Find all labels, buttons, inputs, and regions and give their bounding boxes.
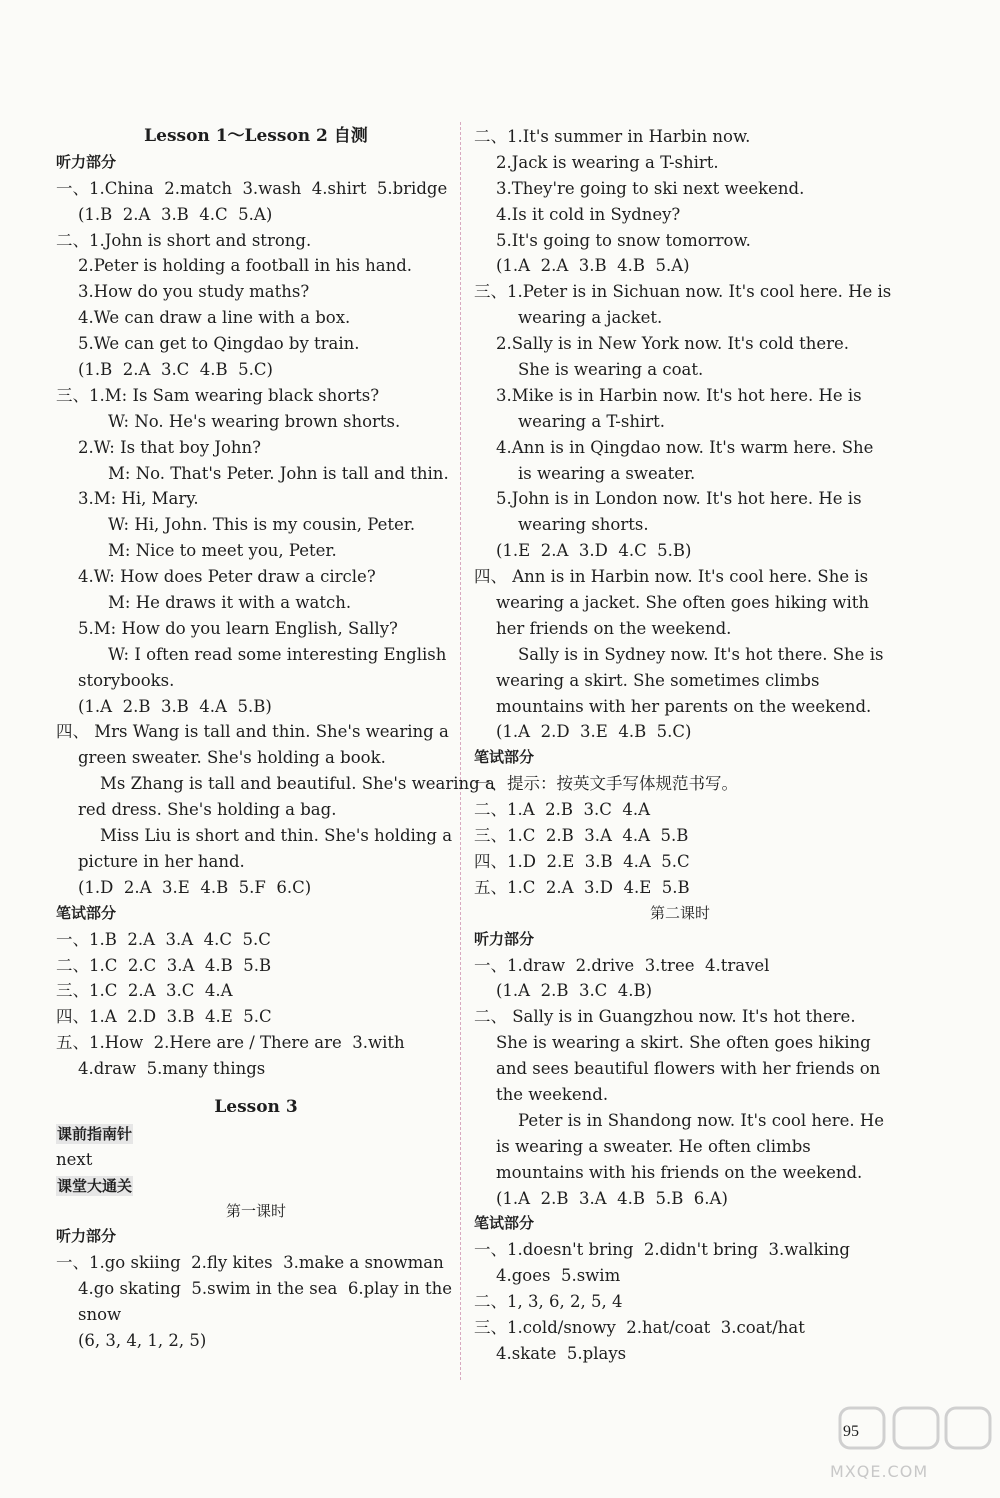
section-heading: 听力部分	[56, 152, 117, 171]
answer-line: 五、1.C 2.A 3.D 4.E 5.B	[474, 877, 690, 897]
answer-line: W: Hi, John. This is my cousin, Peter.	[108, 515, 416, 535]
answer-line: 三、1.C 2.A 3.C 4.A	[56, 981, 233, 1001]
answer-line: 二、1.C 2.C 3.A 4.B 5.B	[56, 955, 272, 975]
answer-line: (1.A 2.B 3.B 4.A 5.B)	[78, 696, 272, 716]
answer-line: 4.goes 5.swim	[496, 1266, 621, 1286]
answer-line: (1.B 2.A 3.B 4.C 5.A)	[78, 204, 273, 224]
answer-line: (1.A 2.D 3.E 4.B 5.C)	[496, 722, 692, 742]
answer-line: wearing shorts.	[518, 515, 649, 535]
page-number: 95	[843, 1423, 859, 1440]
lesson-title: Lesson 1～Lesson 2 自测	[144, 126, 368, 146]
answer-line: 4.draw 5.many things	[78, 1059, 266, 1079]
answer-line: 四、 Mrs Wang is tall and thin. She's wearing a	[56, 722, 449, 742]
right-column	[474, 124, 892, 1367]
answer-line: W: No. He's wearing brown shorts.	[108, 411, 401, 431]
answer-line: (1.A 2.A 3.B 4.B 5.A)	[496, 256, 690, 276]
answer-line: 2.W: Is that boy John?	[78, 437, 261, 457]
section-heading: 笔试部分	[56, 903, 117, 922]
answer-line: 三、1.M: Is Sam wearing black shorts?	[56, 385, 380, 405]
answer-line: (1.A 2.B 3.A 4.B 5.B 6.A)	[496, 1188, 728, 1208]
answer-line: 一、1.go skiing 2.fly kites 3.make a snowman	[56, 1253, 444, 1273]
answer-line: M: Nice to meet you, Peter.	[108, 541, 337, 561]
answer-line: red dress. She's holding a bag.	[78, 800, 337, 820]
answer-line: W: I often read some interesting English	[108, 644, 447, 664]
answer-line: (1.B 2.A 3.C 4.B 5.C)	[78, 360, 273, 380]
highlight-heading	[56, 1121, 456, 1147]
answer-line: M: No. That's Peter. John is tall and thin.	[108, 463, 449, 483]
answer-line: Ms Zhang is tall and beautiful. She's wearing a	[100, 774, 495, 794]
lesson-subtitle: 第一课时	[225, 1201, 286, 1220]
answer-line: and sees beautiful flowers with her friends on	[496, 1059, 881, 1079]
answer-line: wearing a skirt. She sometimes climbs	[496, 670, 820, 690]
answer-line: 5.M: How do you learn English, Sally?	[78, 618, 398, 638]
answer-line: green sweater. She's holding a book.	[78, 748, 386, 768]
answer-line: She is wearing a coat.	[518, 360, 704, 380]
section-heading: 听力部分	[474, 929, 535, 948]
answer-line: wearing a jacket. She often goes hiking with	[496, 593, 869, 613]
answer-line: 4.W: How does Peter draw a circle?	[78, 567, 376, 587]
answer-line: Peter is in Shandong now. It's cool here. He	[518, 1110, 885, 1130]
answer-line: 二、1.John is short and strong.	[56, 230, 312, 250]
highlight-heading-label: 课堂大通关	[57, 1176, 133, 1195]
answer-line: 3.Mike is in Harbin now. It's hot here. He is	[496, 385, 862, 405]
answer-line: is wearing a sweater. He often climbs	[496, 1136, 811, 1156]
answer-line: (1.E 2.A 3.D 4.C 5.B)	[496, 541, 692, 561]
answer-line: 4.We can draw a line with a box.	[78, 308, 351, 328]
answer-line: 四、1.D 2.E 3.B 4.A 5.C	[474, 851, 690, 871]
answer-line: 3.How do you study maths?	[78, 282, 310, 302]
watermark-logo	[820, 1400, 1000, 1498]
answer-line: 二、1.A 2.B 3.C 4.A	[474, 800, 651, 820]
answer-line: 一、1.doesn't bring 2.didn't bring 3.walking	[474, 1240, 850, 1260]
answer-line: 四、1.A 2.D 3.B 4.E 5.C	[56, 1007, 272, 1027]
answer-line: wearing a T-shirt.	[518, 411, 665, 431]
highlight-heading	[56, 1173, 456, 1199]
answer-line: mountains with her parents on the weekend.	[496, 696, 872, 716]
answer-line: 2.Jack is wearing a T-shirt.	[496, 152, 719, 172]
lesson-title: Lesson 3	[214, 1096, 298, 1117]
answer-line: Miss Liu is short and thin. She's holding a	[100, 826, 453, 846]
answer-line: 三、1.Peter is in Sichuan now. It's cool here. He is	[474, 282, 892, 302]
section-heading: 笔试部分	[474, 748, 535, 767]
answer-line: 四、 Ann is in Harbin now. It's cool here. She is	[474, 567, 869, 587]
highlight-heading-label: 课前指南针	[57, 1124, 133, 1143]
answer-line: is wearing a sweater.	[518, 463, 696, 483]
answer-line: 2.Sally is in New York now. It's cold there.	[496, 334, 850, 354]
lesson-subtitle: 第二课时	[649, 903, 710, 922]
section-heading: 笔试部分	[474, 1214, 535, 1233]
answer-line: 一、1.China 2.match 3.wash 4.shirt 5.bridge	[56, 178, 448, 198]
answer-line: 三、1.C 2.B 3.A 4.A 5.B	[474, 826, 689, 846]
answer-line: 4.skate 5.plays	[496, 1343, 627, 1363]
answer-line: (1.D 2.A 3.E 4.B 5.F 6.C)	[78, 877, 312, 897]
left-column	[56, 124, 495, 1354]
answer-line: (6, 3, 4, 1, 2, 5)	[78, 1330, 207, 1350]
answer-line: M: He draws it with a watch.	[108, 593, 352, 613]
spacer	[56, 1082, 456, 1095]
answer-line: 三、1.cold/snowy 2.hat/coat 3.coat/hat	[474, 1317, 805, 1337]
answer-line: 4.Ann is in Qingdao now. It's warm here. She	[496, 437, 874, 457]
answer-line: storybooks.	[78, 670, 175, 690]
answer-line: 4.go skating 5.swim in the sea 6.play in the	[78, 1279, 453, 1299]
answer-line: her friends on the weekend.	[496, 618, 732, 638]
answer-line: 一、1.B 2.A 3.A 4.C 5.C	[56, 929, 271, 949]
answer-line: picture in her hand.	[78, 851, 245, 871]
answer-line: mountains with his friends on the weekend.	[496, 1162, 863, 1182]
section-heading: 听力部分	[56, 1227, 117, 1246]
column-divider	[460, 122, 461, 1380]
answer-line: 5.We can get to Qingdao by train.	[78, 334, 360, 354]
answer-line: 一、1.draw 2.drive 3.tree 4.travel	[474, 955, 770, 975]
answer-line: Sally is in Sydney now. It's hot there. She is	[518, 644, 884, 664]
watermark-text: MXQE.COM	[830, 1462, 929, 1481]
answer-line: wearing a jacket.	[518, 308, 663, 328]
answer-line: She is wearing a skirt. She often goes hiking	[496, 1033, 871, 1053]
answer-line: 二、 Sally is in Guangzhou now. It's hot there.	[474, 1007, 856, 1027]
answer-line: 五、1.How 2.Here are / There are 3.with	[56, 1033, 405, 1053]
answer-line: (1.A 2.B 3.C 4.B)	[496, 981, 653, 1001]
answer-line: 5.It's going to snow tomorrow.	[496, 230, 751, 250]
answer-line: 4.Is it cold in Sydney?	[496, 204, 681, 224]
answer-line: 2.Peter is holding a football in his hand.	[78, 256, 413, 276]
answer-line: 二、1.It's summer in Harbin now.	[474, 127, 751, 146]
answer-line: 二、1, 3, 6, 2, 5, 4	[474, 1292, 623, 1312]
answer-line: snow	[78, 1305, 122, 1325]
answer-line: 一、提示：按英文手写体规范书写。	[474, 774, 738, 794]
answer-line: 3.M: Hi, Mary.	[78, 489, 199, 509]
answer-line: 5.John is in London now. It's hot here. He is	[496, 489, 862, 509]
answer-line: next	[56, 1149, 93, 1169]
answer-line: the weekend.	[496, 1084, 609, 1104]
answer-line: 3.They're going to ski next weekend.	[496, 178, 805, 198]
